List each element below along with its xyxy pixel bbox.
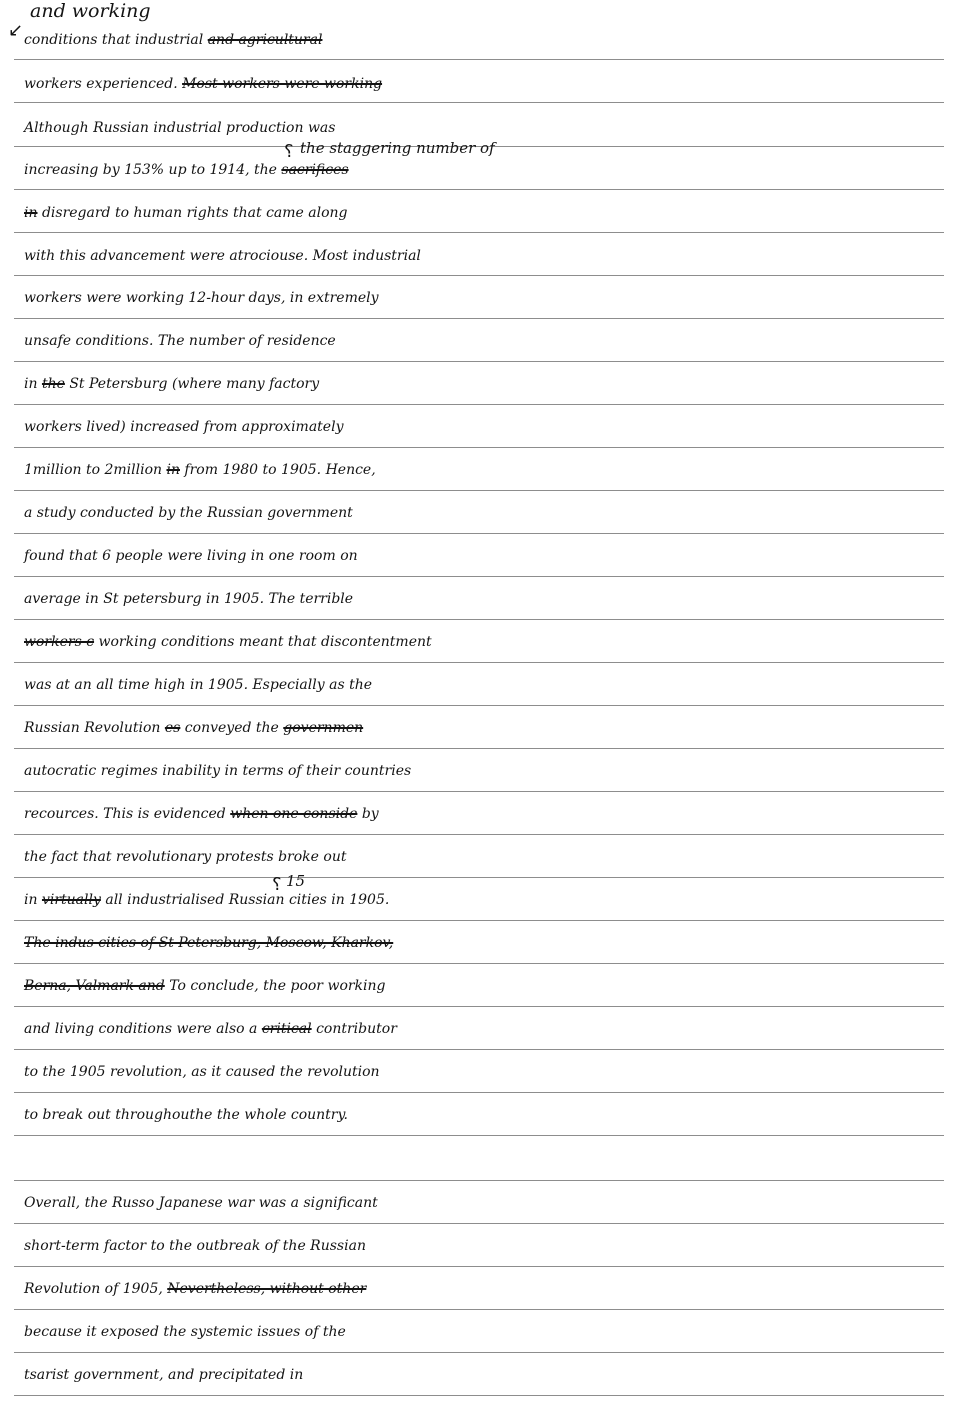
text-line	[0, 1269, 964, 1309]
ruled-line	[14, 404, 944, 405]
line-text: a study conducted by the Russian government	[24, 505, 353, 521]
ruled-line	[14, 1352, 944, 1353]
line-text: to break out throughouthe the whole country.	[24, 1107, 348, 1123]
ruled-line	[14, 1135, 944, 1136]
ruled-line	[14, 791, 944, 792]
ruled-line	[14, 1309, 944, 1310]
ruled-line	[14, 1049, 944, 1050]
text-line	[0, 536, 964, 576]
struck-text: Nevertheless, without other	[167, 1281, 367, 1297]
text-line	[0, 450, 964, 490]
insertion-caret-icon: ⸮	[284, 141, 294, 162]
line-text: conditions that industrial	[24, 32, 208, 48]
ruled-line	[14, 619, 944, 620]
line-text: Although Russian industrial production was	[24, 120, 336, 136]
text-line	[0, 665, 964, 705]
line-text: workers lived) increased from approximately	[24, 419, 344, 435]
line-text: conveyed the	[180, 720, 284, 736]
text-line	[0, 1312, 964, 1352]
line-text: working conditions meant that discontentment	[94, 634, 432, 650]
line-text: increasing by 153% up to 1914, the	[24, 162, 282, 178]
text-line	[0, 64, 964, 104]
insertion-caret-icon: ⸮	[272, 874, 282, 895]
ruled-line	[14, 1092, 944, 1093]
text-line	[0, 20, 964, 60]
struck-text: governmen	[283, 720, 364, 736]
text-line	[0, 236, 964, 276]
text-line	[0, 751, 964, 791]
line-text: with this advancement were atrociouse. Most industrial	[24, 248, 421, 264]
line-text: and living conditions were also a	[24, 1021, 262, 1037]
line-text: St Petersburg (where many factory	[64, 376, 320, 392]
line-text: to the 1905 revolution, as it caused the revolution	[24, 1064, 380, 1080]
line-text: average in St petersburg in 1905. The terrible	[24, 591, 354, 607]
ruled-line	[14, 662, 944, 663]
ruled-line	[14, 447, 944, 448]
line-text: in	[24, 892, 42, 908]
text-line	[0, 622, 964, 662]
struck-text: The indus cities of St Petersburg, Moscow, Kharkov,	[24, 935, 394, 951]
struck-text: es	[164, 720, 181, 736]
ruled-line	[14, 1006, 944, 1007]
line-text: workers experienced.	[24, 76, 183, 92]
text-line	[0, 1355, 964, 1395]
text-line	[0, 837, 964, 877]
ruled-line	[14, 576, 944, 577]
struck-text: critical	[261, 1021, 312, 1037]
text-line	[0, 579, 964, 619]
line-text: contributor	[311, 1021, 397, 1037]
line-text: the fact that revolutionary protests broke out	[24, 849, 347, 865]
line-text: all industrialised Russian cities in 1905.	[100, 892, 390, 908]
text-line	[0, 966, 964, 1006]
ruled-line	[14, 318, 944, 319]
text-line	[0, 794, 964, 834]
ruled-line	[14, 1223, 944, 1224]
ruled-line	[14, 361, 944, 362]
text-line	[0, 493, 964, 533]
line-text: unsafe conditions. The number of residence	[24, 333, 336, 349]
text-line	[0, 1140, 964, 1180]
insertion-staggering-number: the staggering number of	[300, 139, 495, 157]
line-text: autocratic regimes inability in terms of their countries	[24, 763, 412, 779]
text-line	[0, 1095, 964, 1135]
ruled-line	[14, 748, 944, 749]
line-text: by	[357, 806, 379, 822]
text-line	[0, 278, 964, 318]
line-text: because it exposed the systemic issues of the	[24, 1324, 346, 1340]
ruled-line	[14, 963, 944, 964]
line-text: Revolution of 1905,	[24, 1281, 168, 1297]
ruled-line	[14, 877, 944, 878]
line-text: workers were working 12-hour days, in extremely	[24, 290, 379, 306]
text-line	[0, 407, 964, 447]
text-line	[0, 1226, 964, 1266]
line-text: 1million to 2million	[24, 462, 167, 478]
struck-text: sacrifices	[281, 162, 349, 178]
text-line	[0, 364, 964, 404]
text-line	[0, 708, 964, 748]
struck-text: when one conside	[230, 806, 358, 822]
insertion-15: 15	[286, 872, 306, 890]
line-text: Russian Revolution	[24, 720, 165, 736]
ruled-line	[14, 1266, 944, 1267]
line-text: from 1980 to 1905. Hence,	[179, 462, 376, 478]
line-text: short-term factor to the outbreak of the Russian	[24, 1238, 366, 1254]
struck-text: Most workers were working	[182, 76, 383, 92]
struck-text: the	[41, 376, 65, 392]
ruled-line	[14, 1395, 944, 1396]
ruled-line	[14, 533, 944, 534]
ruled-line	[14, 1180, 944, 1181]
ruled-line	[14, 490, 944, 491]
ruled-line	[14, 920, 944, 921]
text-line	[0, 321, 964, 361]
text-line	[0, 1009, 964, 1049]
line-text: recources. This is evidenced	[24, 806, 231, 822]
struck-text: workers c	[24, 634, 95, 650]
text-line	[0, 923, 964, 963]
ruled-line	[14, 834, 944, 835]
line-text: tsarist government, and precipitated in	[24, 1367, 304, 1383]
line-text: disregard to human rights that came along	[37, 205, 348, 221]
line-text: Overall, the Russo Japanese war was a significant	[24, 1195, 378, 1211]
insertion-arrow-icon: ↙	[8, 20, 24, 41]
text-line	[0, 1183, 964, 1223]
text-line	[0, 193, 964, 233]
text-line	[0, 880, 964, 920]
insertion-and-working: and working	[30, 0, 151, 22]
text-line	[0, 1052, 964, 1092]
line-text: was at an all time high in 1905. Especially as the	[24, 677, 373, 693]
line-text: in	[24, 376, 42, 392]
struck-text: virtually	[41, 892, 101, 908]
struck-text: in	[166, 462, 180, 478]
struck-text: Berna, Valmark and	[24, 978, 165, 994]
struck-text: in	[24, 205, 38, 221]
ruled-line	[14, 705, 944, 706]
line-text: To conclude, the poor working	[164, 978, 386, 994]
struck-text: and agricultural	[207, 32, 323, 48]
line-text: found that 6 people were living in one room on	[24, 548, 358, 564]
